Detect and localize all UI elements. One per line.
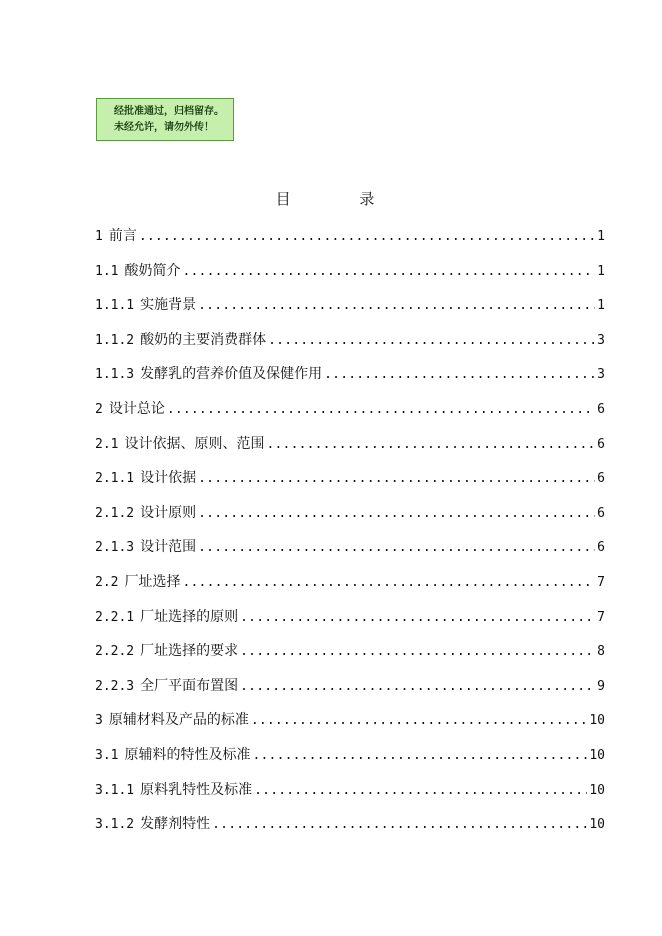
toc-entry[interactable] (95, 260, 605, 295)
toc-entry-number: 1.1.1 (95, 298, 135, 314)
toc-entry-page: 7 (597, 609, 605, 625)
toc-entry-page: 1 (597, 229, 605, 244)
toc-entry-title: 厂址选择的原则 (140, 608, 239, 625)
toc-entry[interactable] (95, 363, 605, 398)
toc-entry-page: 6 (597, 401, 605, 417)
approval-stamp (96, 98, 234, 141)
toc-entry-page: 10 (589, 782, 605, 798)
toc-entry-number: 1 (95, 229, 103, 244)
toc-entry-number: 2.1.1 (95, 471, 135, 487)
toc-leader-dots (324, 367, 595, 382)
toc-entry-title: 发酵剂特性 (140, 816, 211, 833)
toc-entry-number: 2.2 (95, 574, 119, 590)
toc-title: 目 录 (275, 190, 407, 208)
toc-entry-title: 设计依据 (140, 470, 197, 487)
toc-entry-title: 设计范围 (140, 539, 197, 556)
toc-leader-dots (268, 333, 595, 348)
toc-entry-number: 3.1 (95, 747, 119, 763)
toc-entry-page: 6 (597, 471, 605, 487)
toc-entry-number: 2.1.2 (95, 505, 135, 521)
toc-leader-dots (212, 817, 587, 832)
toc-entry[interactable] (95, 779, 605, 814)
toc-entry-title: 厂址选择的要求 (140, 643, 239, 660)
toc-entry-title: 设计依据、原则、范围 (124, 435, 265, 452)
toc-entry-page: 9 (597, 678, 605, 694)
toc-entry-page: 3 (597, 332, 605, 348)
toc-entry-page: 6 (597, 436, 605, 452)
table-of-contents (95, 225, 605, 848)
toc-entry-title: 发酵乳的营养价值及保健作用 (140, 366, 323, 383)
toc-entry-title: 原辅材料及产品的标准 (108, 712, 249, 729)
toc-entry-number: 1.1 (95, 263, 119, 279)
toc-entry-number: 2.2.3 (95, 678, 135, 694)
toc-leader-dots (182, 575, 595, 590)
toc-leader-dots (252, 748, 587, 763)
toc-leader-dots (182, 264, 595, 279)
toc-entry[interactable] (95, 606, 605, 641)
toc-entry-title: 原料乳特性及标准 (140, 781, 253, 798)
toc-entry[interactable] (95, 536, 605, 571)
toc-entry-number: 2.1.3 (95, 540, 135, 556)
toc-entry[interactable] (95, 675, 605, 710)
toc-entry[interactable] (95, 329, 605, 364)
toc-leader-dots (240, 610, 595, 625)
toc-entry-title: 实施背景 (140, 297, 197, 314)
toc-entry[interactable] (95, 571, 605, 606)
toc-leader-dots (240, 679, 595, 694)
toc-entry[interactable] (95, 433, 605, 468)
toc-leader-dots (266, 437, 595, 452)
toc-leader-dots (139, 229, 595, 244)
toc-entry-page: 10 (589, 713, 605, 729)
toc-entry[interactable] (95, 813, 605, 848)
toc-leader-dots (198, 298, 595, 313)
toc-leader-dots (198, 506, 595, 521)
toc-entry[interactable] (95, 225, 605, 260)
toc-entry-page: 6 (597, 540, 605, 556)
toc-entry-title: 原辅料的特性及标准 (124, 746, 251, 763)
toc-entry-number: 2.2.1 (95, 609, 135, 625)
toc-entry-page: 1 (597, 298, 605, 314)
toc-entry-number: 1.1.3 (95, 367, 135, 383)
toc-entry-number: 2 (95, 401, 103, 417)
toc-entry-page: 1 (597, 263, 605, 279)
toc-entry[interactable] (95, 502, 605, 537)
toc-entry[interactable] (95, 709, 605, 744)
toc-leader-dots (254, 783, 587, 798)
toc-entry-number: 1.1.2 (95, 332, 135, 348)
stamp-line-2: 未经允许，请勿外传！ (114, 122, 214, 133)
toc-entry-number: 3.1.2 (95, 817, 135, 833)
toc-entry-number: 2.1 (95, 436, 119, 452)
toc-entry-number: 3 (95, 713, 103, 729)
toc-entry[interactable] (95, 744, 605, 779)
toc-entry-page: 10 (589, 817, 605, 833)
toc-entry-title: 全厂平面布置图 (140, 677, 239, 694)
toc-leader-dots (198, 471, 595, 486)
toc-entry-title: 前言 (108, 228, 137, 244)
toc-entry[interactable] (95, 467, 605, 502)
toc-entry[interactable] (95, 640, 605, 675)
toc-entry-number: 3.1.1 (95, 782, 135, 798)
toc-leader-dots (167, 402, 595, 417)
toc-entry-title: 厂址选择 (124, 573, 181, 590)
toc-entry-title: 设计原则 (140, 504, 197, 521)
toc-entry-title: 酸奶简介 (124, 262, 181, 279)
toc-entry-title: 设计总论 (108, 400, 165, 417)
toc-entry-page: 6 (597, 505, 605, 521)
toc-leader-dots (240, 644, 595, 659)
toc-entry-page: 10 (589, 747, 605, 763)
toc-entry[interactable] (95, 294, 605, 329)
stamp-line-1: 经批准通过，归档留存。 (114, 106, 224, 117)
toc-entry-number: 2.2.2 (95, 644, 135, 660)
toc-entry-title: 酸奶的主要消费群体 (140, 331, 267, 348)
toc-entry-page: 7 (597, 574, 605, 590)
toc-leader-dots (198, 540, 595, 555)
toc-leader-dots (251, 713, 588, 728)
toc-entry-page: 3 (597, 367, 605, 383)
toc-entry-page: 8 (597, 644, 605, 660)
toc-entry[interactable] (95, 398, 605, 433)
